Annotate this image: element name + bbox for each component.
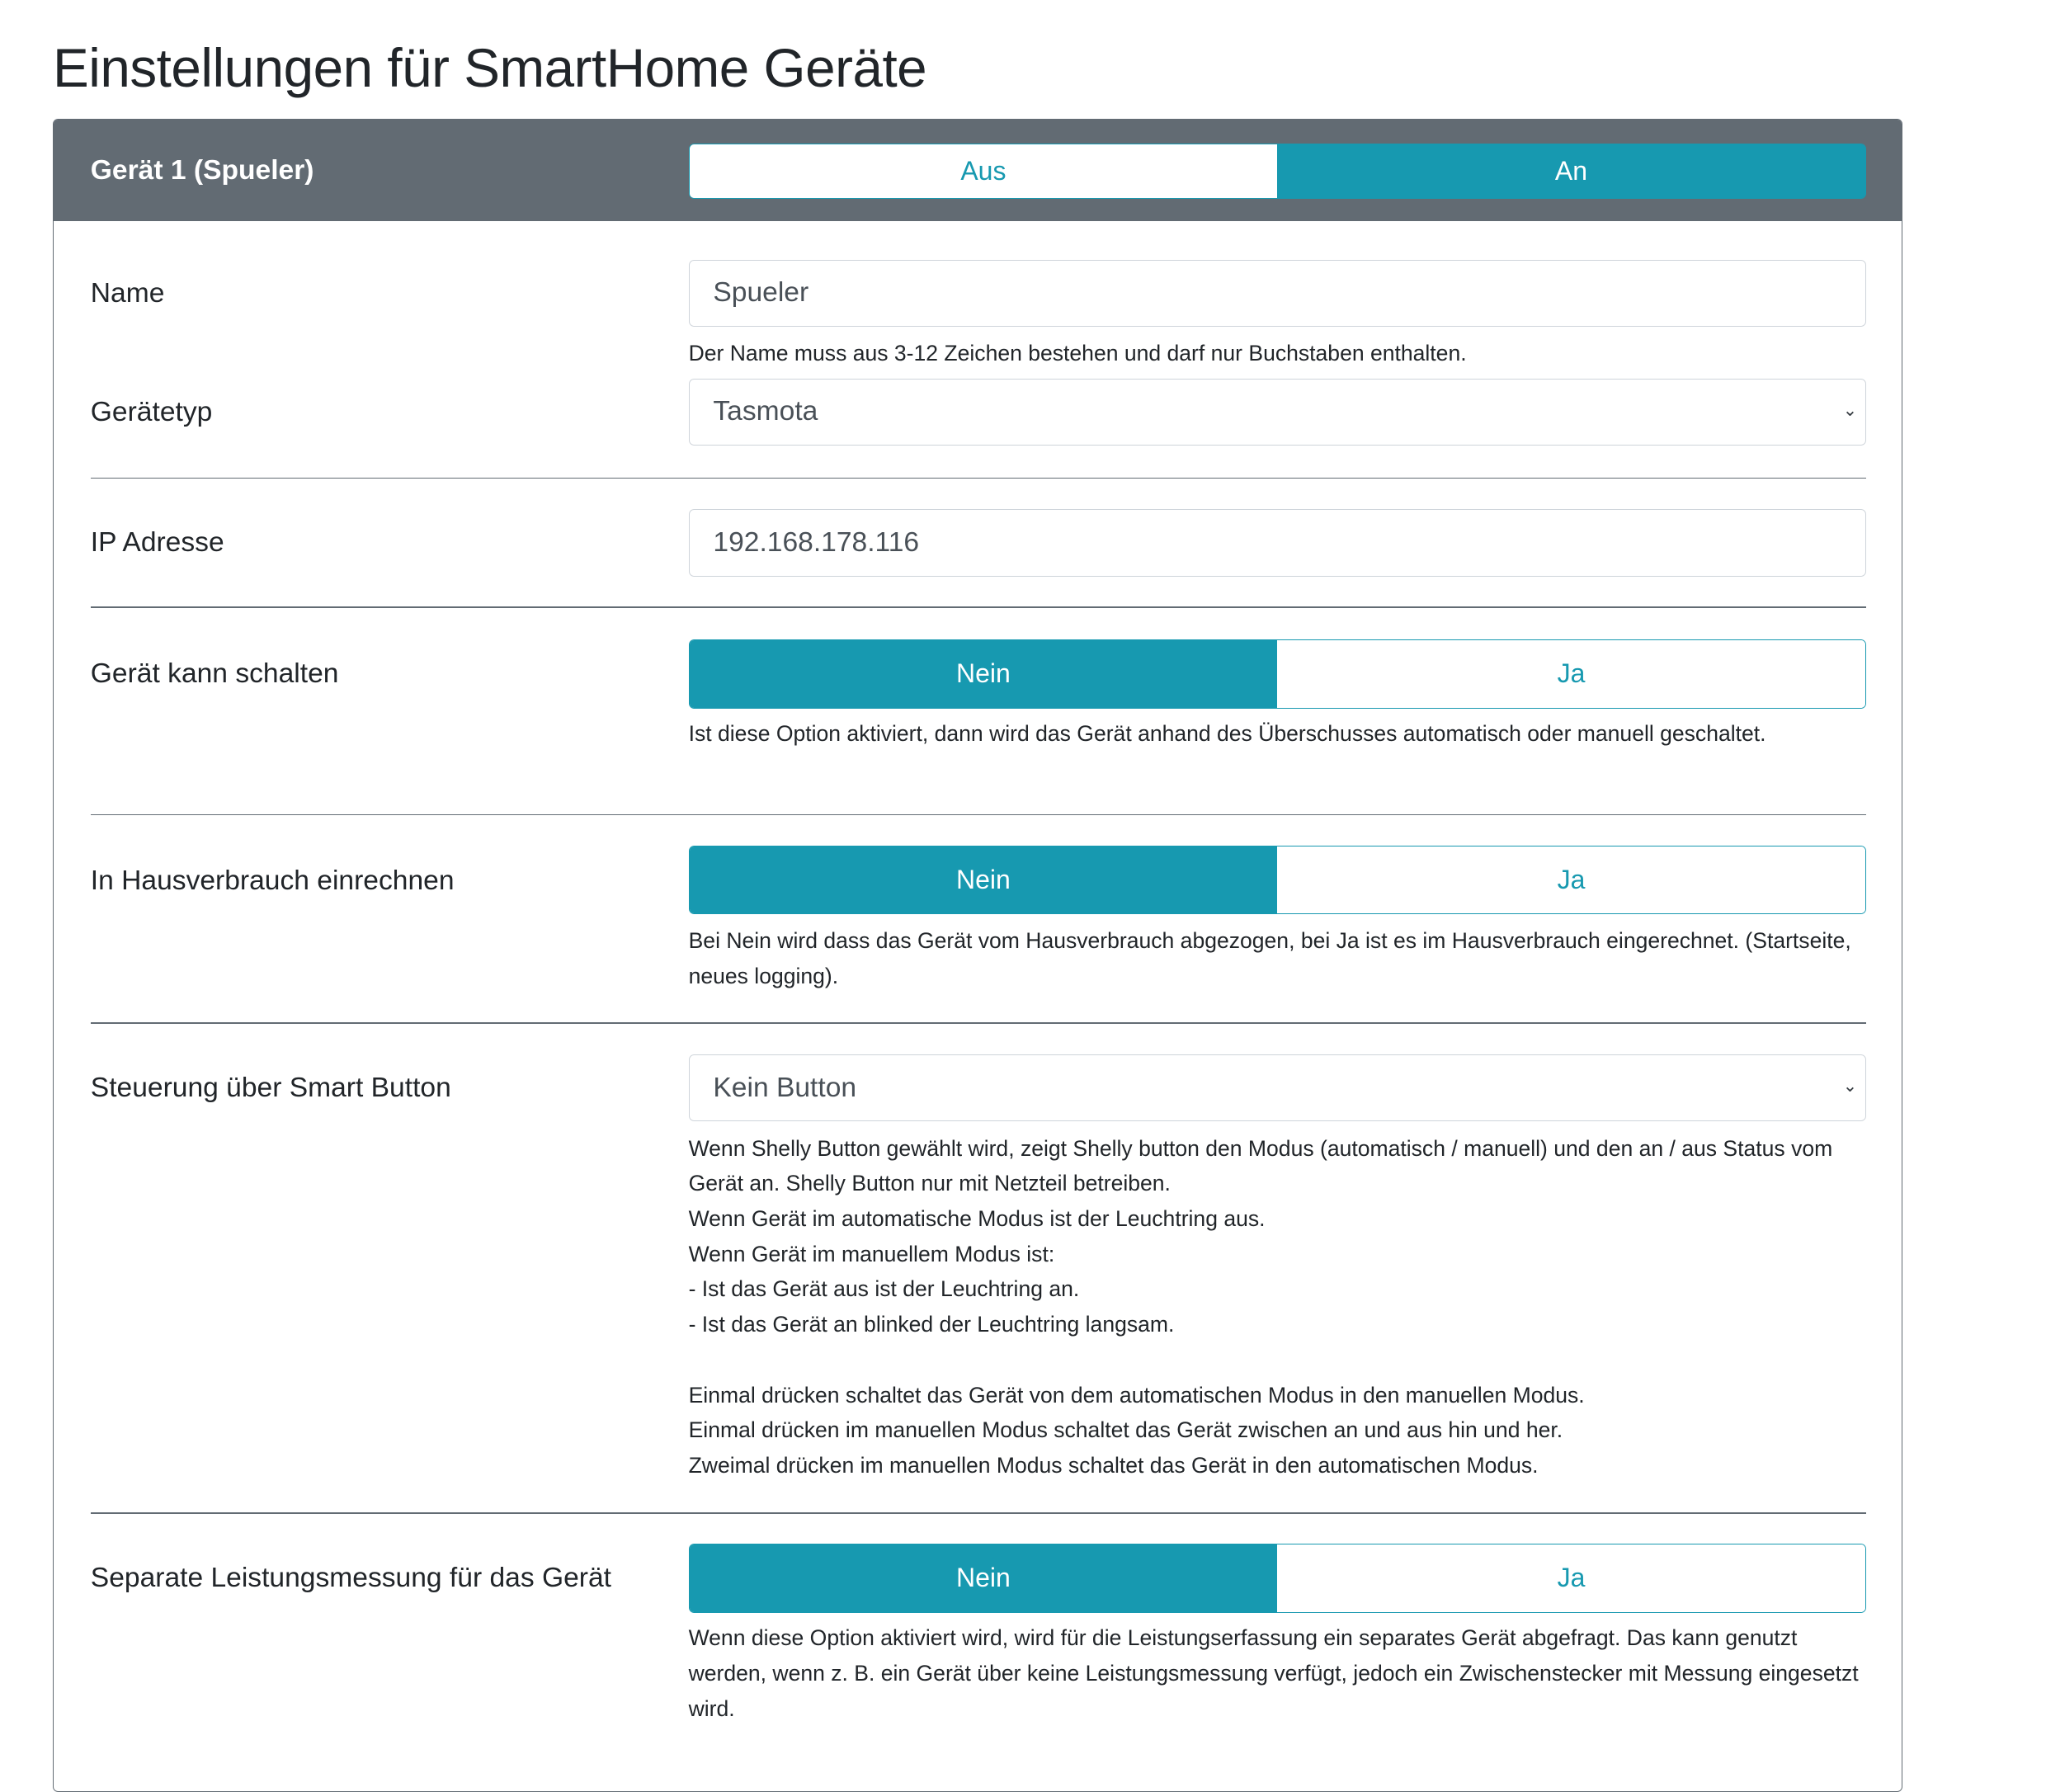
device-type-label: Gerätetyp: [90, 397, 213, 427]
ip-value: 192.168.178.116: [713, 526, 920, 558]
house-consumption-label: In Hausverbrauch einrechnen: [90, 865, 455, 896]
smart-button-label: Steuerung über Smart Button: [90, 1073, 451, 1104]
help-line: - Ist das Gerät aus ist der Leuchtring an.: [688, 1276, 1080, 1302]
power-toggle: [689, 144, 1866, 199]
device-card: [53, 119, 1902, 1792]
chevron-down-icon: ⌄: [1842, 401, 1858, 421]
separate-measurement-toggle: [689, 1544, 1866, 1612]
power-on-button[interactable]: An: [1277, 144, 1865, 198]
page-title: Einstellungen für SmartHome Geräte: [53, 37, 927, 98]
smart-button-help: [689, 1131, 1870, 1483]
help-line: Zweimal drücken im manuellen Modus schaltet das Gerät in den automatischen Modus.: [688, 1453, 1539, 1478]
smart-button-select[interactable]: [689, 1054, 1866, 1122]
name-help: Der Name muss aus 3-12 Zeichen bestehen und darf nur Buchstaben enthalten.: [688, 341, 1467, 366]
help-line: Einmal drücken im manuellen Modus schaltet das Gerät zwischen an und aus hin und her.: [688, 1417, 1563, 1443]
house-consumption-no-button[interactable]: Nein: [690, 846, 1278, 913]
help-line: Wenn Gerät im automatische Modus ist der Leuchtring aus.: [688, 1206, 1266, 1232]
chevron-down-icon: ⌄: [1842, 1077, 1858, 1096]
card-header: [54, 120, 1902, 221]
divider: [91, 1022, 1866, 1024]
house-consumption-yes-button[interactable]: Ja: [1277, 846, 1865, 913]
divider: [91, 1512, 1866, 1514]
can-switch-toggle: [689, 639, 1866, 708]
name-value: Spueler: [713, 277, 809, 309]
separate-measurement-label: Separate Leistungsmessung für das Gerät: [90, 1562, 611, 1593]
device-type-select[interactable]: [689, 379, 1866, 446]
name-input[interactable]: [689, 260, 1866, 328]
power-off-button[interactable]: Aus: [690, 144, 1278, 198]
house-consumption-help: Bei Nein wird dass das Gerät vom Hausverbrauch abgezogen, bei Ja ist es im Hausverbrauch eingerechnet. (Startseite, neues logging).: [688, 928, 1851, 989]
can-switch-label: Gerät kann schalten: [90, 658, 339, 689]
separate-measurement-yes-button[interactable]: Ja: [1277, 1544, 1865, 1611]
house-consumption-toggle: [689, 846, 1866, 914]
divider: [91, 814, 1866, 816]
can-switch-help: Ist diese Option aktiviert, dann wird das Gerät anhand des Überschusses automatisch oder manuell geschaltet.: [688, 721, 1766, 747]
device-type-value: Tasmota: [713, 396, 818, 427]
help-line: Wenn Gerät im manuellem Modus ist:: [688, 1241, 1055, 1266]
divider: [91, 478, 1866, 479]
name-label: Name: [90, 278, 165, 309]
separate-measurement-help: Wenn diese Option aktiviert wird, wird für die Leistungserfassung ein separates Gerät abgefragt. Das kann genutzt werden, wenn z. B. ein Gerät über keine Leistungsmessung verfügt, jedoch ein Zwischenstecker mit Messung eingesetzt wird.: [688, 1625, 1859, 1721]
can-switch-no-button[interactable]: Nein: [690, 640, 1278, 707]
separate-measurement-no-button[interactable]: Nein: [690, 1544, 1278, 1611]
help-line: Einmal drücken schaltet das Gerät von dem automatischen Modus in den manuellen Modus.: [688, 1382, 1585, 1408]
help-line: Wenn Shelly Button gewählt wird, zeigt Shelly button den Modus (automatisch / manuell) und den an / aus Status vom Gerät an. Shelly Button nur mit Netzteil betreiben.: [688, 1135, 1833, 1196]
help-line: - Ist das Gerät an blinked der Leuchtring langsam.: [688, 1312, 1175, 1337]
smart-button-value: Kein Button: [713, 1072, 857, 1103]
ip-label: IP Adresse: [90, 527, 224, 559]
can-switch-yes-button[interactable]: Ja: [1277, 640, 1865, 707]
divider: [91, 606, 1866, 608]
device-title: Gerät 1 (Spueler): [90, 155, 314, 186]
ip-input[interactable]: [689, 509, 1866, 577]
